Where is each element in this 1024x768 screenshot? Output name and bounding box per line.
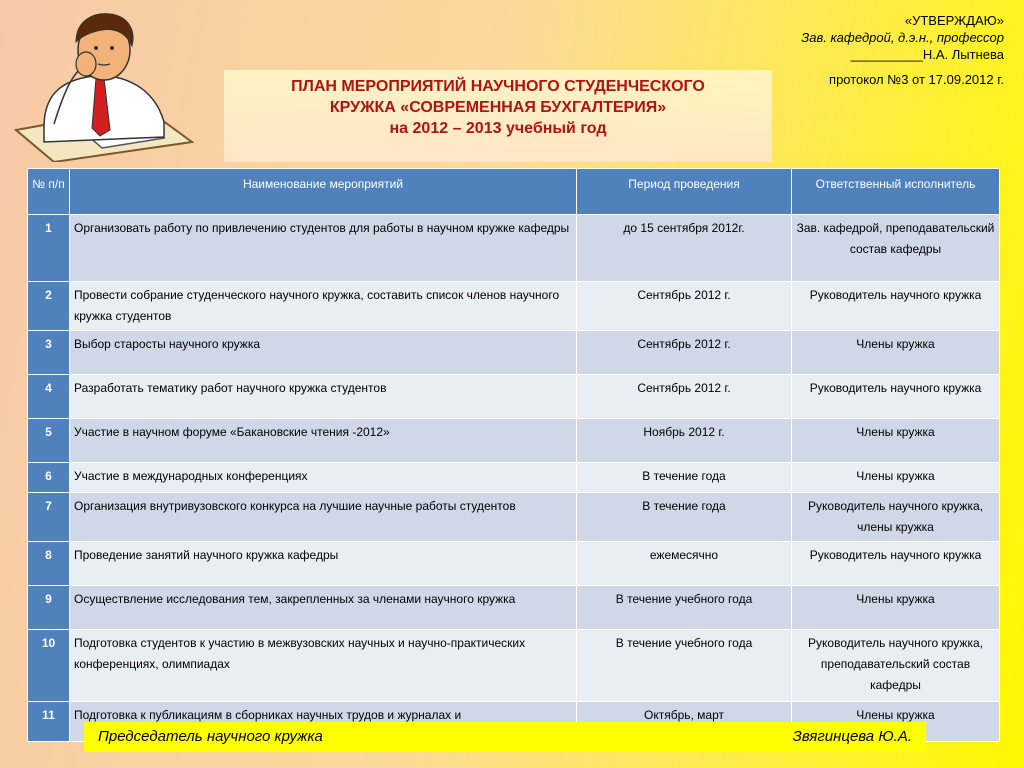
table-row bbox=[28, 493, 1000, 542]
row-name: Организация внутривузовского конкурса на лучшие научные работы студентов bbox=[70, 493, 577, 542]
row-name: Провести собрание студенческого научного кружка, составить список членов научного кружка студентов bbox=[70, 282, 577, 331]
row-name: Осуществление исследования тем, закрепленных за членами научного кружка bbox=[70, 586, 577, 630]
row-responsible: Члены кружка bbox=[792, 586, 1000, 630]
table-row bbox=[28, 282, 1000, 331]
row-num: 8 bbox=[28, 542, 70, 586]
table-row bbox=[28, 215, 1000, 282]
row-name: Организовать работу по привлечению студентов для работы в научном кружке кафедры bbox=[70, 215, 577, 282]
student-illustration bbox=[14, 2, 194, 162]
row-responsible: Руководитель научного кружка, преподавательский состав кафедры bbox=[792, 630, 1000, 702]
row-responsible: Члены кружка bbox=[792, 463, 1000, 493]
row-num: 10 bbox=[28, 630, 70, 702]
footer-bar bbox=[84, 722, 926, 752]
row-name: Подготовка к публикациям в сборниках научных трудов и журналах и bbox=[70, 702, 577, 742]
title-line-3: на 2012 – 2013 учебный год bbox=[389, 120, 607, 137]
header-num: № п/п bbox=[28, 169, 70, 215]
row-num: 3 bbox=[28, 331, 70, 375]
row-period: до 15 сентября 2012г. bbox=[577, 215, 792, 282]
row-responsible: Руководитель научного кружка bbox=[792, 542, 1000, 586]
table-row bbox=[28, 331, 1000, 375]
table-row bbox=[28, 375, 1000, 419]
row-num: 2 bbox=[28, 282, 70, 331]
row-num: 1 bbox=[28, 215, 70, 282]
approval-heading: «УТВЕРЖДАЮ» bbox=[904, 13, 1004, 28]
footer-name: Звягинцева Ю.А. bbox=[792, 728, 912, 745]
row-period: Сентябрь 2012 г. bbox=[577, 282, 792, 331]
row-period: Сентябрь 2012 г. bbox=[577, 331, 792, 375]
row-num: 6 bbox=[28, 463, 70, 493]
footer-role: Председатель научного кружка bbox=[98, 728, 323, 745]
row-name: Подготовка студентов к участию в межвузовских научных и научно-практических конференциях, олимпиадах bbox=[70, 630, 577, 702]
table-row bbox=[28, 419, 1000, 463]
row-name: Проведение занятий научного кружка кафедры bbox=[70, 542, 577, 586]
row-period: Октябрь, март bbox=[577, 702, 792, 742]
row-name: Выбор старосты научного кружка bbox=[70, 331, 577, 375]
row-period: В течение года bbox=[577, 493, 792, 542]
header-period: Период проведения bbox=[577, 169, 792, 215]
table-header-row bbox=[28, 169, 1000, 215]
row-period: В течение года bbox=[577, 463, 792, 493]
approval-position: Зав. кафедрой, д.э.н., профессор bbox=[801, 30, 1004, 45]
page-title bbox=[224, 70, 772, 162]
row-num: 9 bbox=[28, 586, 70, 630]
row-responsible: Руководитель научного кружка bbox=[792, 282, 1000, 331]
approval-protocol: протокол №3 от 17.09.2012 г. bbox=[829, 72, 1004, 87]
row-num: 11 bbox=[28, 702, 70, 742]
row-name: Участие в научном форуме «Бакановские чтения -2012» bbox=[70, 419, 577, 463]
header-name: Наименование мероприятий bbox=[70, 169, 577, 215]
header-responsible: Ответственный исполнитель bbox=[792, 169, 1000, 215]
title-line-1: ПЛАН МЕРОПРИЯТИЙ НАУЧНОГО СТУДЕНЧЕСКОГО bbox=[291, 78, 705, 95]
row-period: В течение учебного года bbox=[577, 630, 792, 702]
row-period: Сентябрь 2012 г. bbox=[577, 375, 792, 419]
row-period: ежемесячно bbox=[577, 542, 792, 586]
row-responsible: Руководитель научного кружка, члены кружка bbox=[792, 493, 1000, 542]
row-name: Разработать тематику работ научного кружка студентов bbox=[70, 375, 577, 419]
row-num: 4 bbox=[28, 375, 70, 419]
table-row bbox=[28, 542, 1000, 586]
row-responsible: Члены кружка bbox=[792, 331, 1000, 375]
row-responsible: Зав. кафедрой, преподавательский состав кафедры bbox=[792, 215, 1000, 282]
row-responsible: Члены кружка bbox=[792, 419, 1000, 463]
row-responsible: Члены кружка bbox=[792, 702, 1000, 742]
row-num: 7 bbox=[28, 493, 70, 542]
row-period: Ноябрь 2012 г. bbox=[577, 419, 792, 463]
row-num: 5 bbox=[28, 419, 70, 463]
table-row bbox=[28, 630, 1000, 702]
events-table bbox=[27, 168, 1000, 742]
title-line-2: КРУЖКА «СОВРЕМЕННАЯ БУХГАЛТЕРИЯ» bbox=[329, 99, 667, 116]
row-name: Участие в международных конференциях bbox=[70, 463, 577, 493]
row-period: В течение учебного года bbox=[577, 586, 792, 630]
table-row bbox=[28, 586, 1000, 630]
table-row bbox=[28, 463, 1000, 493]
approval-signature: __________Н.А. Лытнева bbox=[850, 47, 1004, 62]
row-responsible: Руководитель научного кружка bbox=[792, 375, 1000, 419]
